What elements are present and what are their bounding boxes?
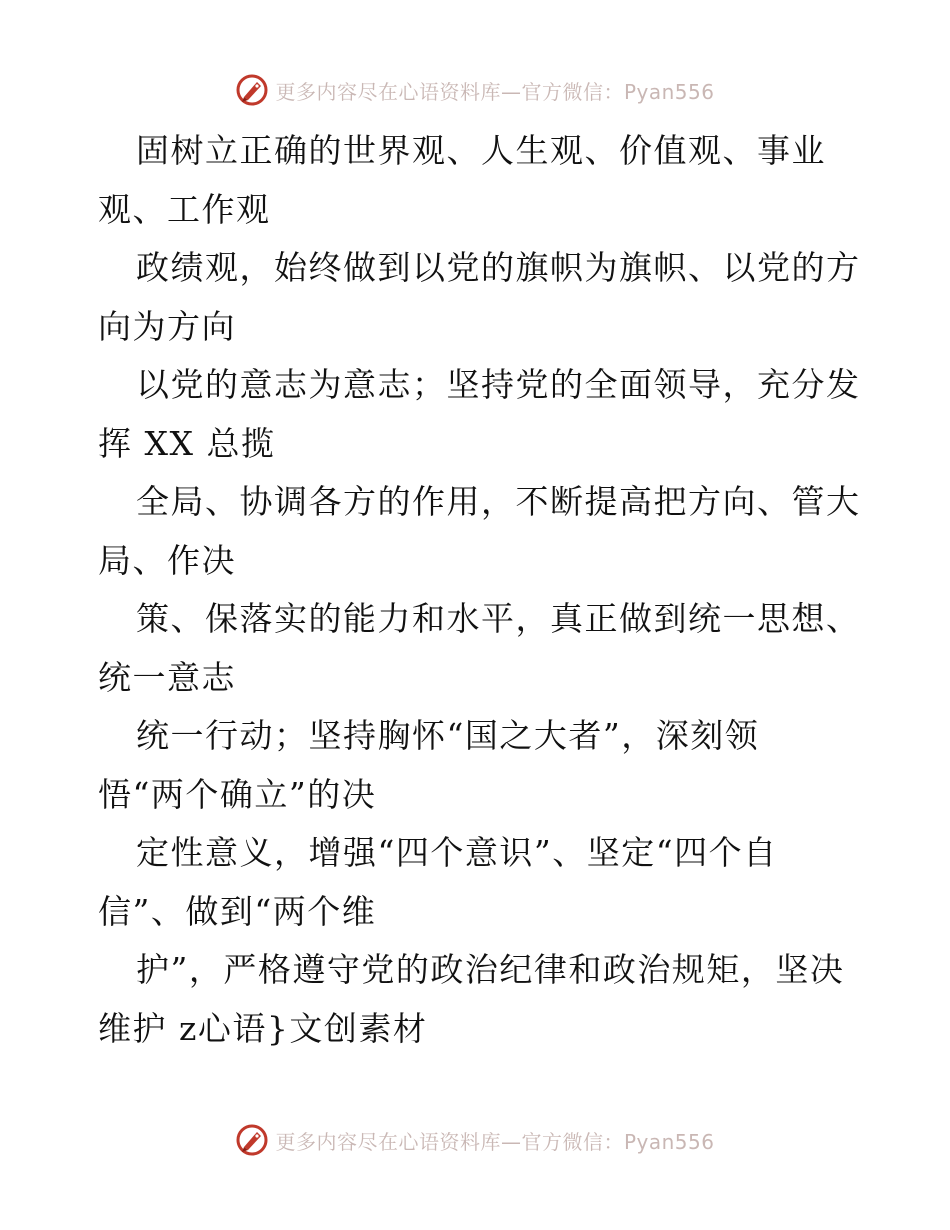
body-line: 全局、协调各方的作用，不断提高把方向、管大 [136,482,861,521]
header-watermark-text: 更多内容尽在心语资料库—官方微信：Pyan556 [275,79,715,104]
body-line: 悟“两个确立”的决 [98,774,377,814]
body-line: 固树立正确的世界观、人生观、价值观、事业 [136,131,826,170]
body-line: 护”，严格遵守党的政治纪律和政治规矩，坚决 [136,950,845,989]
footer-watermark-text: 更多内容尽在心语资料库—官方微信：Pyan556 [275,1129,715,1154]
body-line: 以党的意志为意志；坚持党的全面领导，充分发 [136,365,861,404]
body-line: 策、保落实的能力和水平，真正做到统一思想、 [136,599,861,638]
pen-logo-icon [235,1123,269,1157]
body-line: 维护 z心语}文创素材 [98,1008,428,1048]
body-line: 统一意志 [98,657,236,697]
body-line: 挥 XX 总揽 [98,423,276,463]
body-line: 统一行动；坚持胸怀“国之大者”，深刻领 [136,716,760,755]
footer-watermark [0,1120,950,1160]
body-line: 局、作决 [98,540,236,580]
body-line: 信”、做到“两个维 [98,891,377,931]
document-body [98,122,861,1058]
body-line: 定性意义，增强“四个意识”、坚定“四个自 [136,833,778,872]
body-line: 观、工作观 [98,189,271,229]
body-line: 向为方向 [98,306,236,346]
header-watermark [0,70,950,110]
pen-logo-icon [235,73,269,107]
body-line: 政绩观，始终做到以党的旗帜为旗帜、以党的方 [136,248,861,287]
